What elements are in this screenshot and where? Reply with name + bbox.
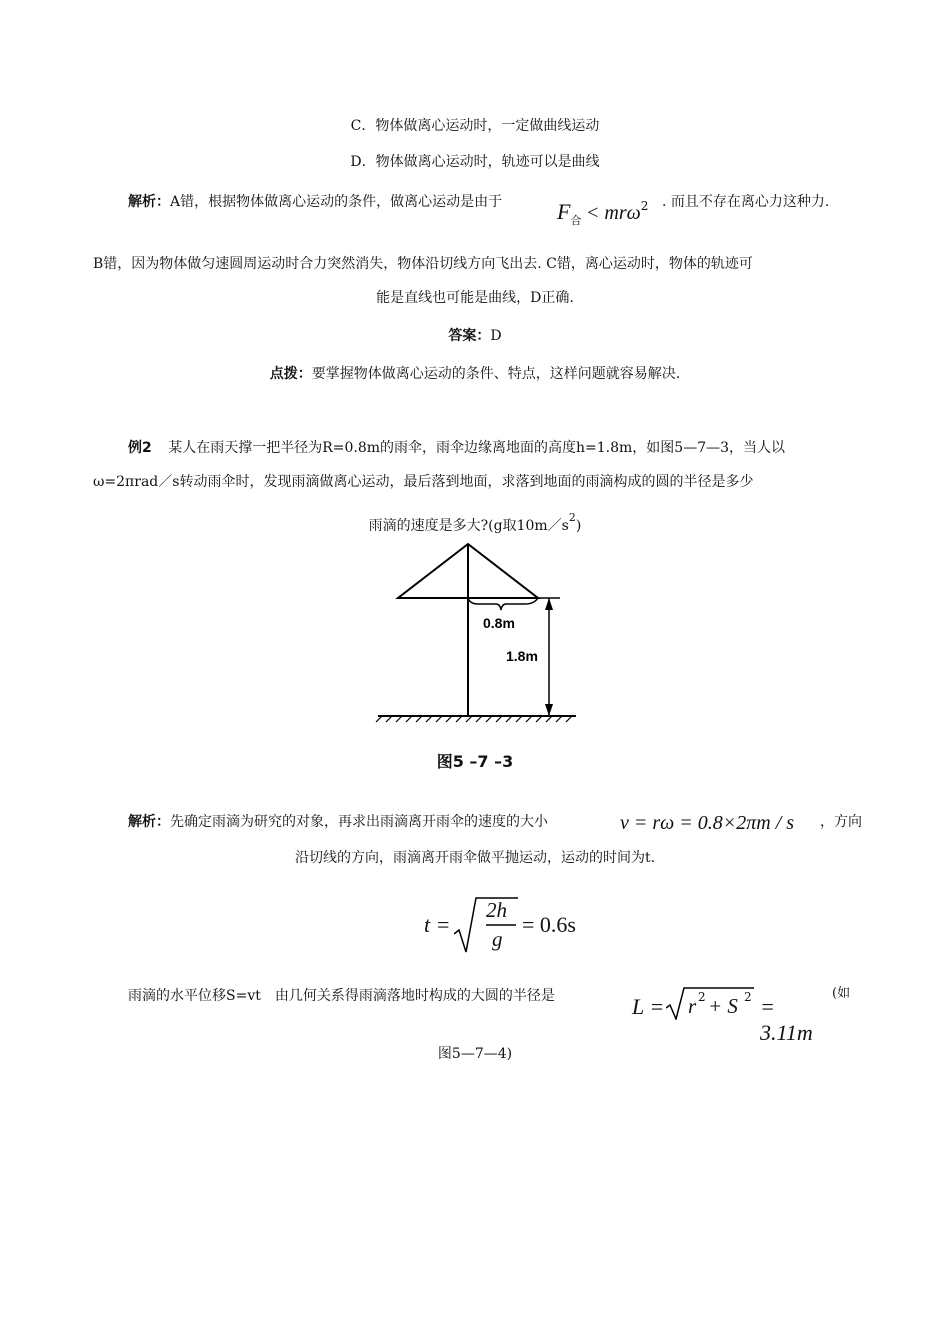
answer-value: D	[490, 328, 502, 344]
analysis1-text-b: . 而且不存在离心力这种力.	[662, 194, 830, 210]
answer	[0, 326, 950, 346]
formula-velocity: v = rω = 0.8×2πm / s	[620, 812, 795, 834]
example2-label: 例2	[128, 440, 152, 456]
tip-label: 点拨：	[269, 366, 312, 382]
height-arrow-bottom	[545, 704, 553, 716]
formula-centripetal: $F_合 < mr\omega 2$	[557, 199, 649, 227]
analysis2-line3-end: (如	[832, 986, 851, 1001]
tip-text: 要掌握物体做离心运动的条件、特点，这样问题就容易解决.	[311, 366, 681, 382]
analysis2-line3: 雨滴的水平位移S=vt 由几何关系得雨滴落地时构成的大圆的半径是	[128, 988, 555, 1004]
analysis1-label: 解析：	[128, 194, 170, 210]
figure-caption: 图5 –7 –3	[436, 752, 514, 771]
analysis1-line1	[128, 192, 502, 212]
umbrella-diagram	[370, 540, 590, 725]
formula-time: t = 2h g = 0.6s	[424, 896, 594, 954]
analysis1-text-a: A错，根据物体做离心运动的条件，做离心运动是由于	[170, 194, 503, 210]
analysis2-label: 解析：	[128, 814, 170, 830]
analysis2-line1: 解析：先确定雨滴为研究的对象，再求出雨滴离开雨伞的速度的大小	[128, 814, 548, 830]
option-c: C．物体做离心运动时，一定做曲线运动	[350, 118, 600, 134]
analysis1-line2: B错，因为物体做匀速圆周运动时合力突然消失，物体沿切线方向飞出去. C错，离心运动时，物体的轨迹可	[93, 256, 753, 272]
option-d: D．物体做离心运动时，轨迹可以是曲线	[350, 154, 600, 170]
height-label: 1.8m	[506, 648, 538, 664]
radius-label: 0.8m	[483, 615, 515, 631]
example2-line1: 例2 某人在雨天撑一把半径为R=0.8m的雨伞，雨伞边缘离地面的高度h=1.8m，如图5—7—3，当人以	[128, 440, 786, 456]
example2-line2: ω=2πrad／s转动雨伞时，发现雨滴做离心运动，最后落到地面，求落到地面的雨滴构成的圆的半径是多少	[93, 474, 754, 490]
height-arrow-top	[545, 598, 553, 610]
analysis2-line4: 图5—7—4)	[437, 1046, 513, 1062]
example2-line3: 雨滴的速度是多大?(g取$10m/s^2$)	[368, 511, 582, 534]
analysis2-text-b: ，方向	[820, 814, 862, 830]
radius-brace	[468, 598, 538, 610]
tip	[0, 364, 950, 384]
analysis1-line3: 能是直线也可能是曲线，D正确.	[376, 290, 574, 306]
answer-label: 答案：	[448, 328, 491, 344]
formula-radius: L = r 2 + S 2 = 3.11m	[632, 986, 832, 1020]
analysis2-line2: 沿切线的方向，雨滴离开雨伞做平抛运动，运动的时间为t.	[294, 850, 656, 866]
